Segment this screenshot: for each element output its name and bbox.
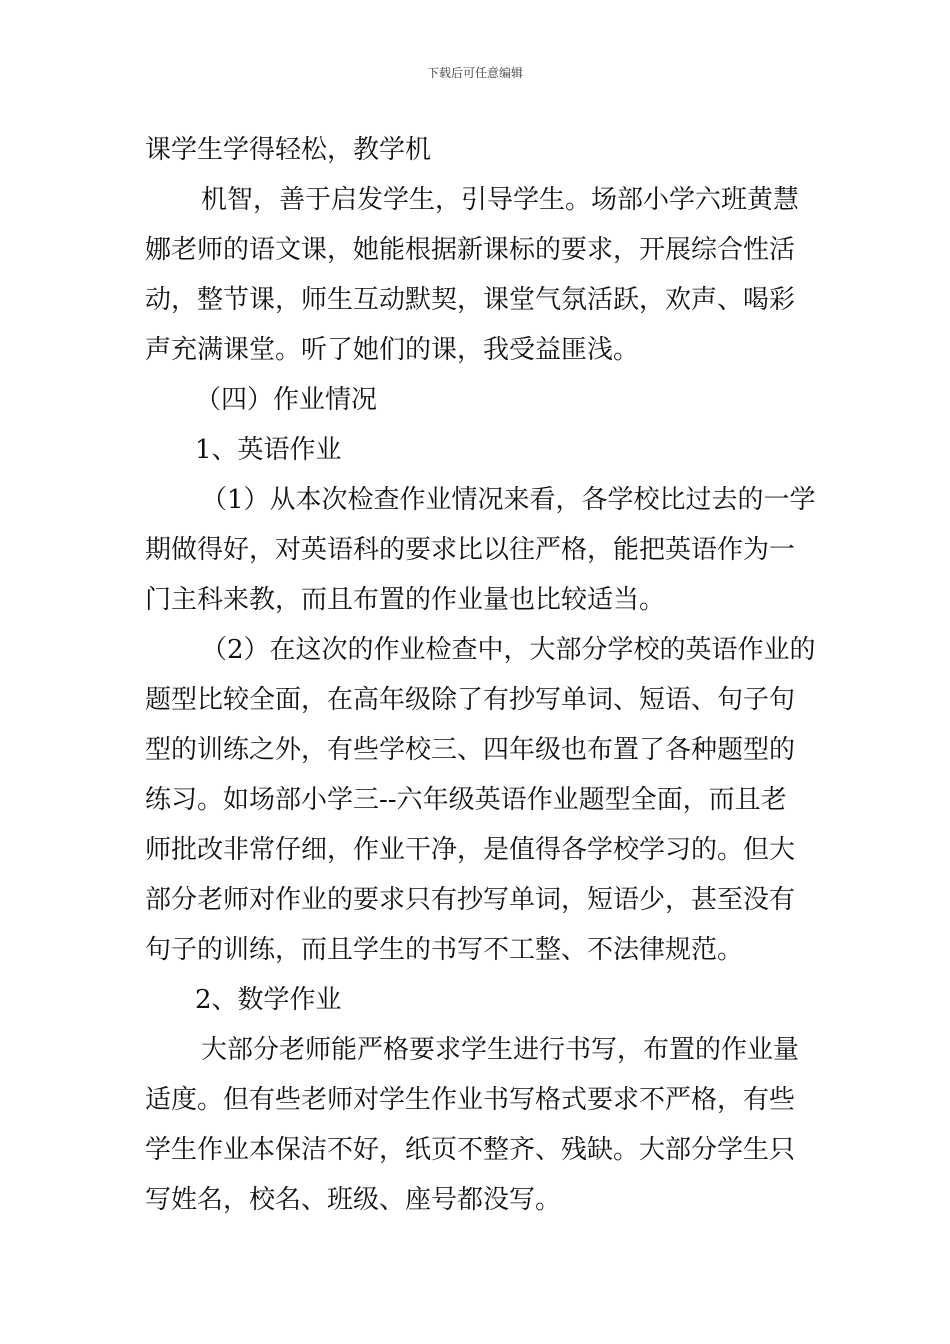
body-line: 期做得好，对英语科的要求比以往严格，能把英语作为一 — [145, 535, 796, 565]
body-line: 动，整节课，师生互动默契，课堂气氛活跃，欢声、喝彩 — [145, 285, 796, 315]
body-line: 声充满课堂。听了她们的课，我受益匪浅。 — [145, 335, 640, 365]
body-line: 娜老师的语文课，她能根据新课标的要求，开展综合性活 — [145, 235, 796, 265]
subsection-heading: 1、英语作业 — [195, 435, 342, 465]
body-line: 大部分老师能严格要求学生进行书写，布置的作业量 — [201, 1035, 800, 1065]
body-line: 练习。如场部小学三--六年级英语作业题型全面，而且老 — [145, 785, 787, 815]
page-header: 下载后可任意编辑 — [426, 66, 523, 80]
body-line: 适度。但有些老师对学生作业书写格式要求不严格，有些 — [145, 1085, 796, 1115]
document-body — [145, 125, 816, 1225]
body-line: 部分老师对作业的要求只有抄写单词，短语少，甚至没有 — [145, 885, 796, 915]
body-line: 机智，善于启发学生，引导学生。场部小学六班黄慧 — [201, 185, 800, 215]
body-line: 写姓名，校名、班级、座号都没写。 — [145, 1185, 562, 1215]
section-heading: （四）作业情况 — [195, 385, 378, 415]
body-line: 题型比较全面，在高年级除了有抄写单词、短语、句子句 — [145, 685, 796, 715]
body-line: 门主科来教，而且布置的作业量也比较适当。 — [145, 585, 666, 615]
body-line: 学生作业本保洁不好，纸页不整齐、残缺。大部分学生只 — [145, 1135, 796, 1165]
body-line: 句子的训练，而且学生的书写不工整、不法律规范。 — [145, 935, 744, 965]
body-line: （2）在这次的作业检查中，大部分学校的英语作业的 — [201, 635, 816, 665]
body-line: （1）从本次检查作业情况来看，各学校比过去的一学 — [201, 485, 816, 515]
body-line: 型的训练之外，有些学校三、四年级也布置了各种题型的 — [145, 735, 796, 765]
body-line: 师批改非常仔细，作业干净，是值得各学校学习的。但大 — [145, 835, 796, 865]
body-line: 课学生学得轻松，教学机 — [145, 135, 432, 165]
subsection-heading: 2、数学作业 — [195, 985, 342, 1015]
